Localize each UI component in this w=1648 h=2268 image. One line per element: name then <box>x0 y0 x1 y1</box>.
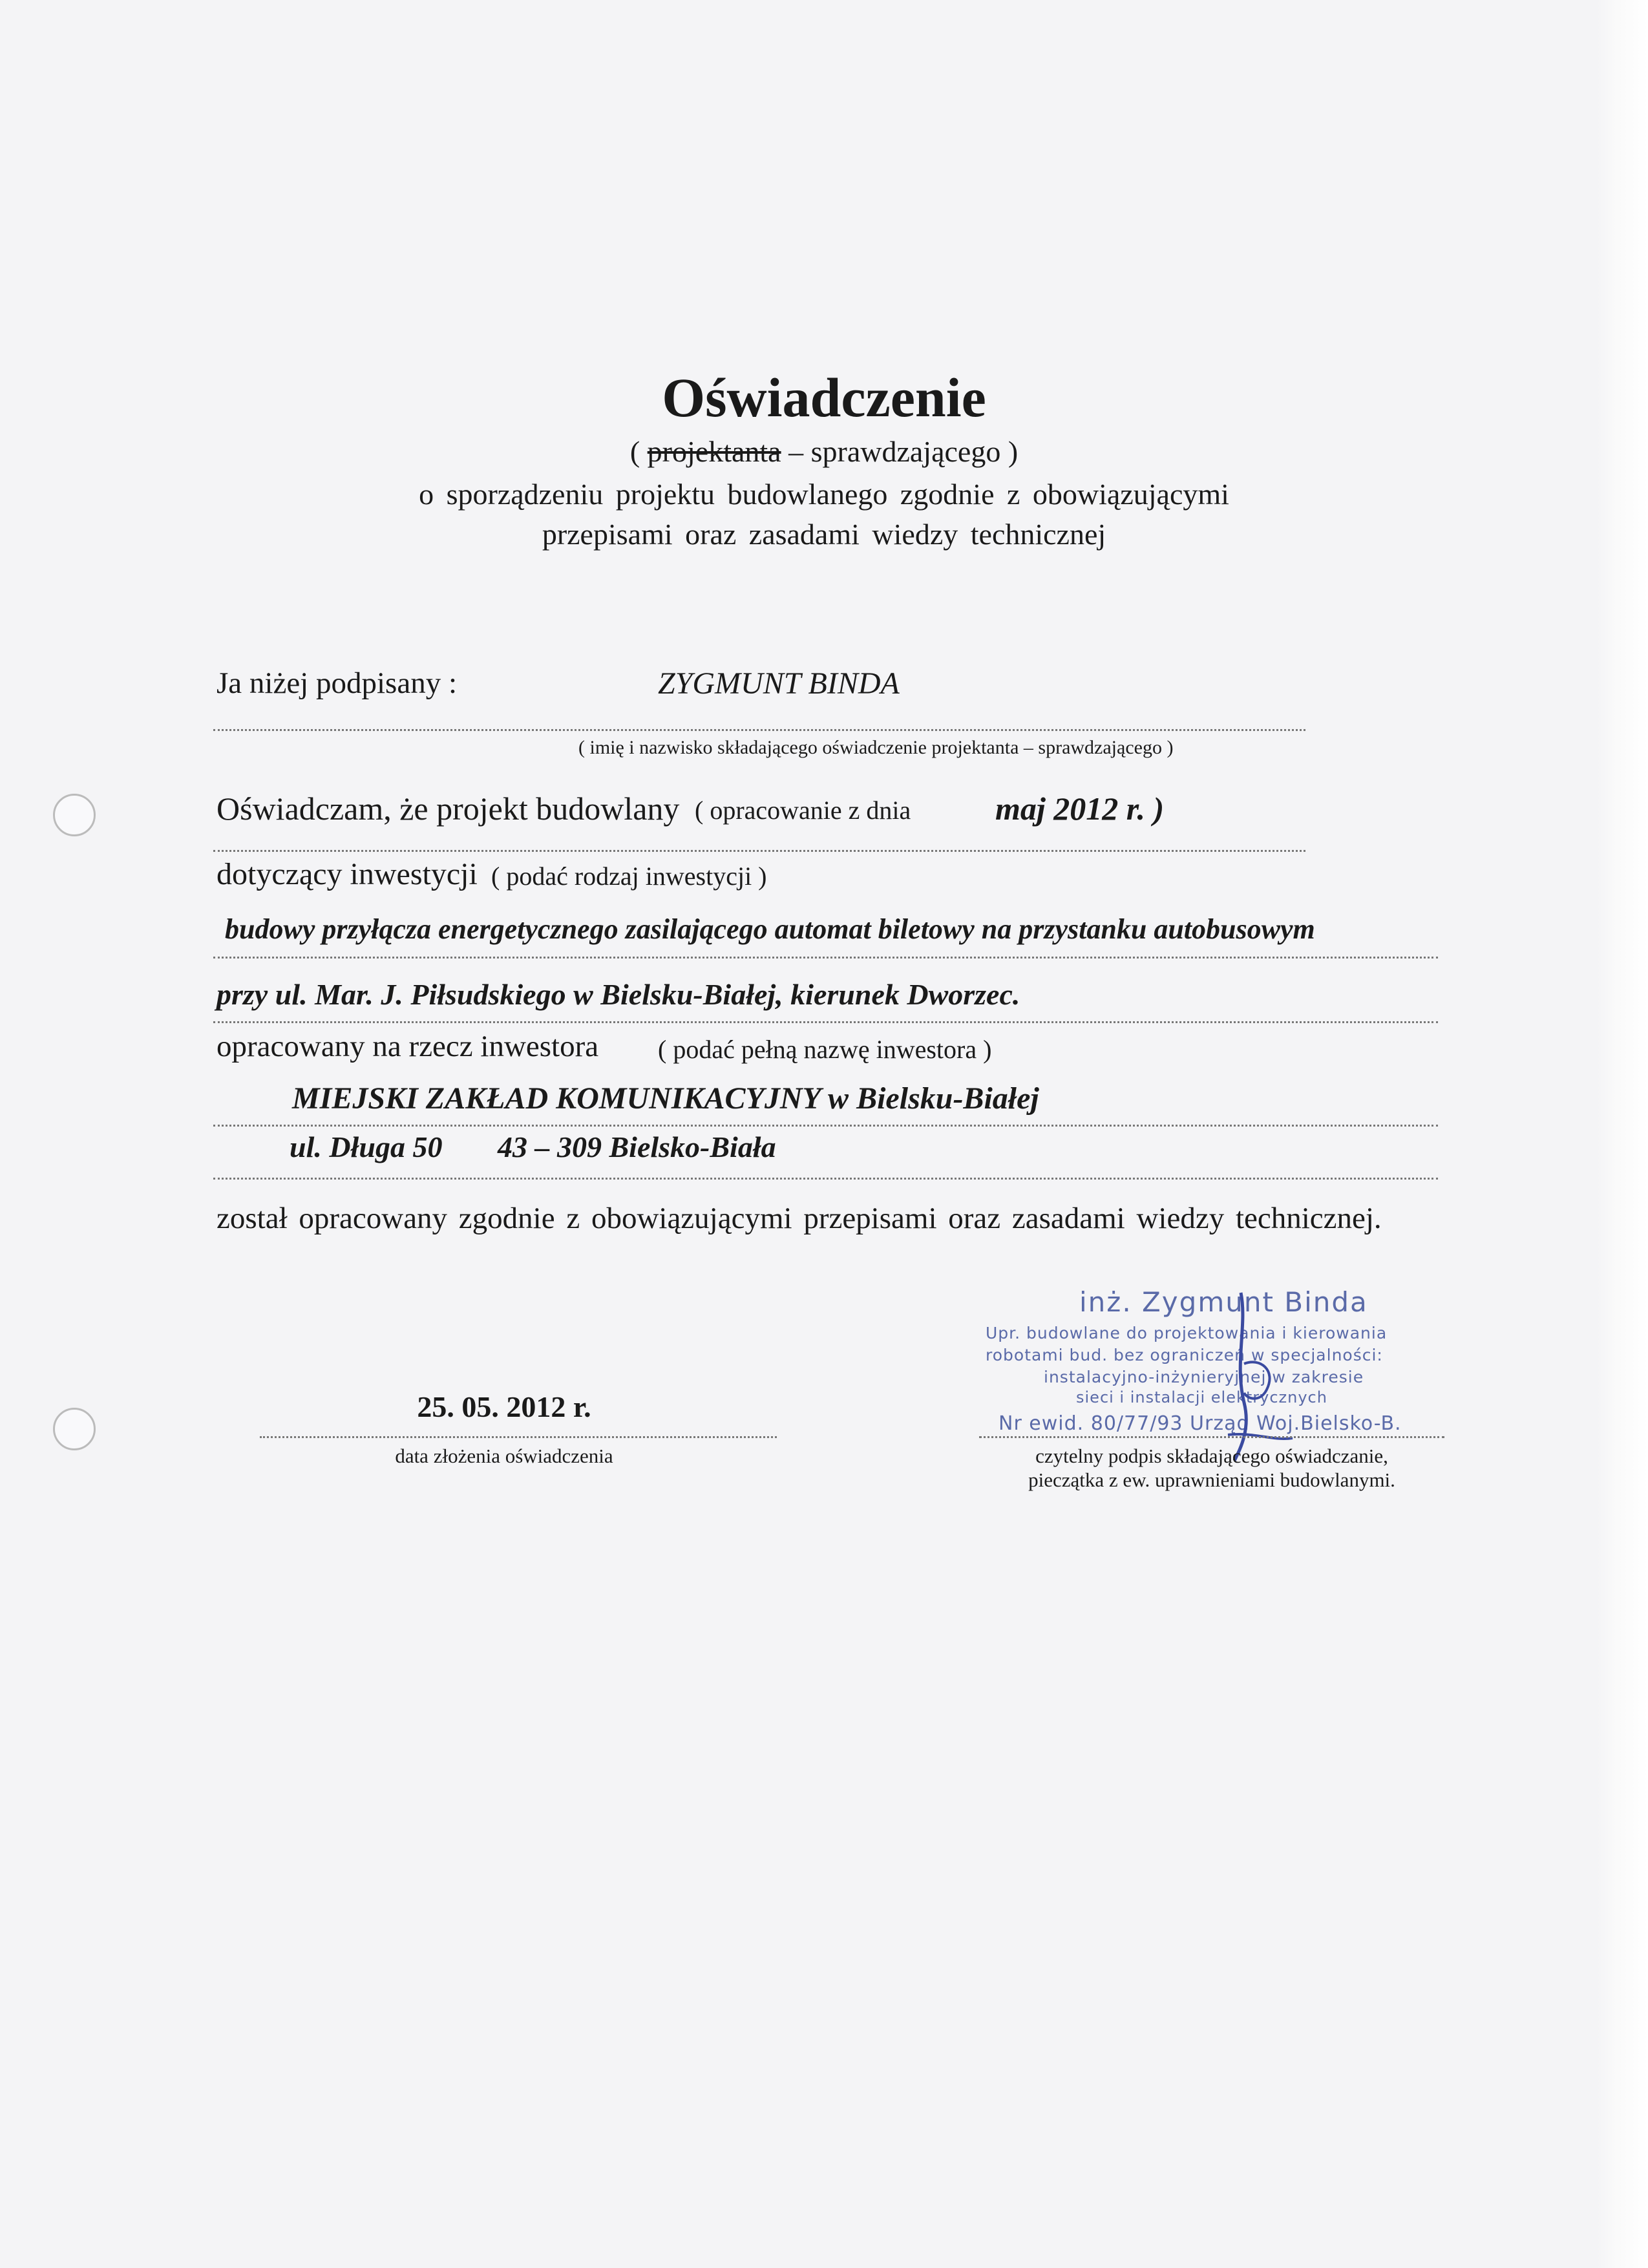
investor-note: ( podać pełną nazwę inwestora ) <box>658 1035 992 1064</box>
subtitle-struck-word: projektanta <box>647 435 781 468</box>
investor-label: opracowany na rzecz inwestora <box>217 1030 599 1063</box>
investment-dotted-line-1 <box>213 957 1438 959</box>
investment-line-2: przy ul. Mar. J. Piłsudskiego w Bielsku-Białej, kierunek Dworzec. <box>217 978 1020 1011</box>
date-dotted-line <box>260 1436 777 1438</box>
stamp-line-2: robotami bud. bez ograniczeń w specjalności: <box>986 1346 1383 1364</box>
declaration-text: Oświadczam, że projekt budowlany <box>217 790 680 827</box>
investor-street: ul. Długa 50 <box>290 1130 443 1163</box>
stamp-name: inż. Zygmunt Binda <box>1079 1286 1368 1318</box>
declaration-date: maj 2012 r. ) <box>995 790 1165 827</box>
signature-caption-2: pieczątka z ew. uprawnieniami budowlanymi. <box>1028 1468 1395 1491</box>
submission-date: 25. 05. 2012 r. <box>417 1390 591 1423</box>
declaration-note: ( opracowanie z dnia <box>695 796 911 825</box>
signer-name: ZYGMUNT BINDA <box>658 666 900 701</box>
stamp-line-5: Nr ewid. 80/77/93 Urząd Woj.Bielsko-B. <box>998 1412 1402 1435</box>
signer-caption: ( imię i nazwisko składającego oświadczenie projektanta – sprawdzającego ) <box>578 737 1174 758</box>
investment-dotted-line-2 <box>213 1021 1438 1023</box>
date-caption: data złożenia oświadczenia <box>395 1445 613 1467</box>
investment-line-1: budowy przyłącza energetycznego zasilającego automat biletowy na przystanku autobusowym <box>225 913 1315 945</box>
professional-stamp <box>986 1286 1425 1441</box>
investor-name: MIEJSKI ZAKŁAD KOMUNIKACYJNY w Bielsku-Białej <box>292 1081 1039 1116</box>
declaration-dotted-line <box>213 850 1305 852</box>
subtitle-open: ( <box>629 435 648 468</box>
investor-dotted-line-2 <box>213 1178 1438 1180</box>
stamp-line-4: sieci i instalacji elektrycznych <box>1076 1388 1327 1406</box>
signer-dotted-line <box>213 729 1305 731</box>
investment-note: ( podać rodzaj inwestycji ) <box>491 862 767 891</box>
investor-dotted-line-1 <box>213 1125 1438 1127</box>
subtitle-rest: – sprawdzającego ) <box>781 435 1019 468</box>
intro-line-1: o sporządzeniu projektu budowlanego zgodnie z obowiązującymi <box>419 478 1229 511</box>
document-title: Oświadczenie <box>662 366 986 429</box>
signature-dotted-line <box>979 1436 1444 1438</box>
stamp-line-1: Upr. budowlane do projektowania i kierowania <box>986 1324 1388 1342</box>
scan-right-edge <box>1596 0 1648 2268</box>
investment-label: dotyczący inwestycji <box>217 857 478 891</box>
punch-hole-top <box>53 794 96 836</box>
signature-scribble <box>1215 1286 1305 1467</box>
intro-line-2: przepisami oraz zasadami wiedzy technicznej <box>542 518 1106 551</box>
conclusion-text: został opracowany zgodnie z obowiązującymi przepisami oraz zasadami wiedzy technicznej. <box>217 1202 1382 1235</box>
signature-caption-1: czytelny podpis składającego oświadczanie, <box>1035 1445 1388 1467</box>
stamp-line-3: instalacyjno-inżynieryjnej w zakresie <box>1044 1368 1364 1386</box>
document-subtitle <box>0 434 1648 469</box>
signer-label: Ja niżej podpisany : <box>217 666 458 700</box>
investor-postal: 43 – 309 Bielsko-Biała <box>498 1130 776 1163</box>
